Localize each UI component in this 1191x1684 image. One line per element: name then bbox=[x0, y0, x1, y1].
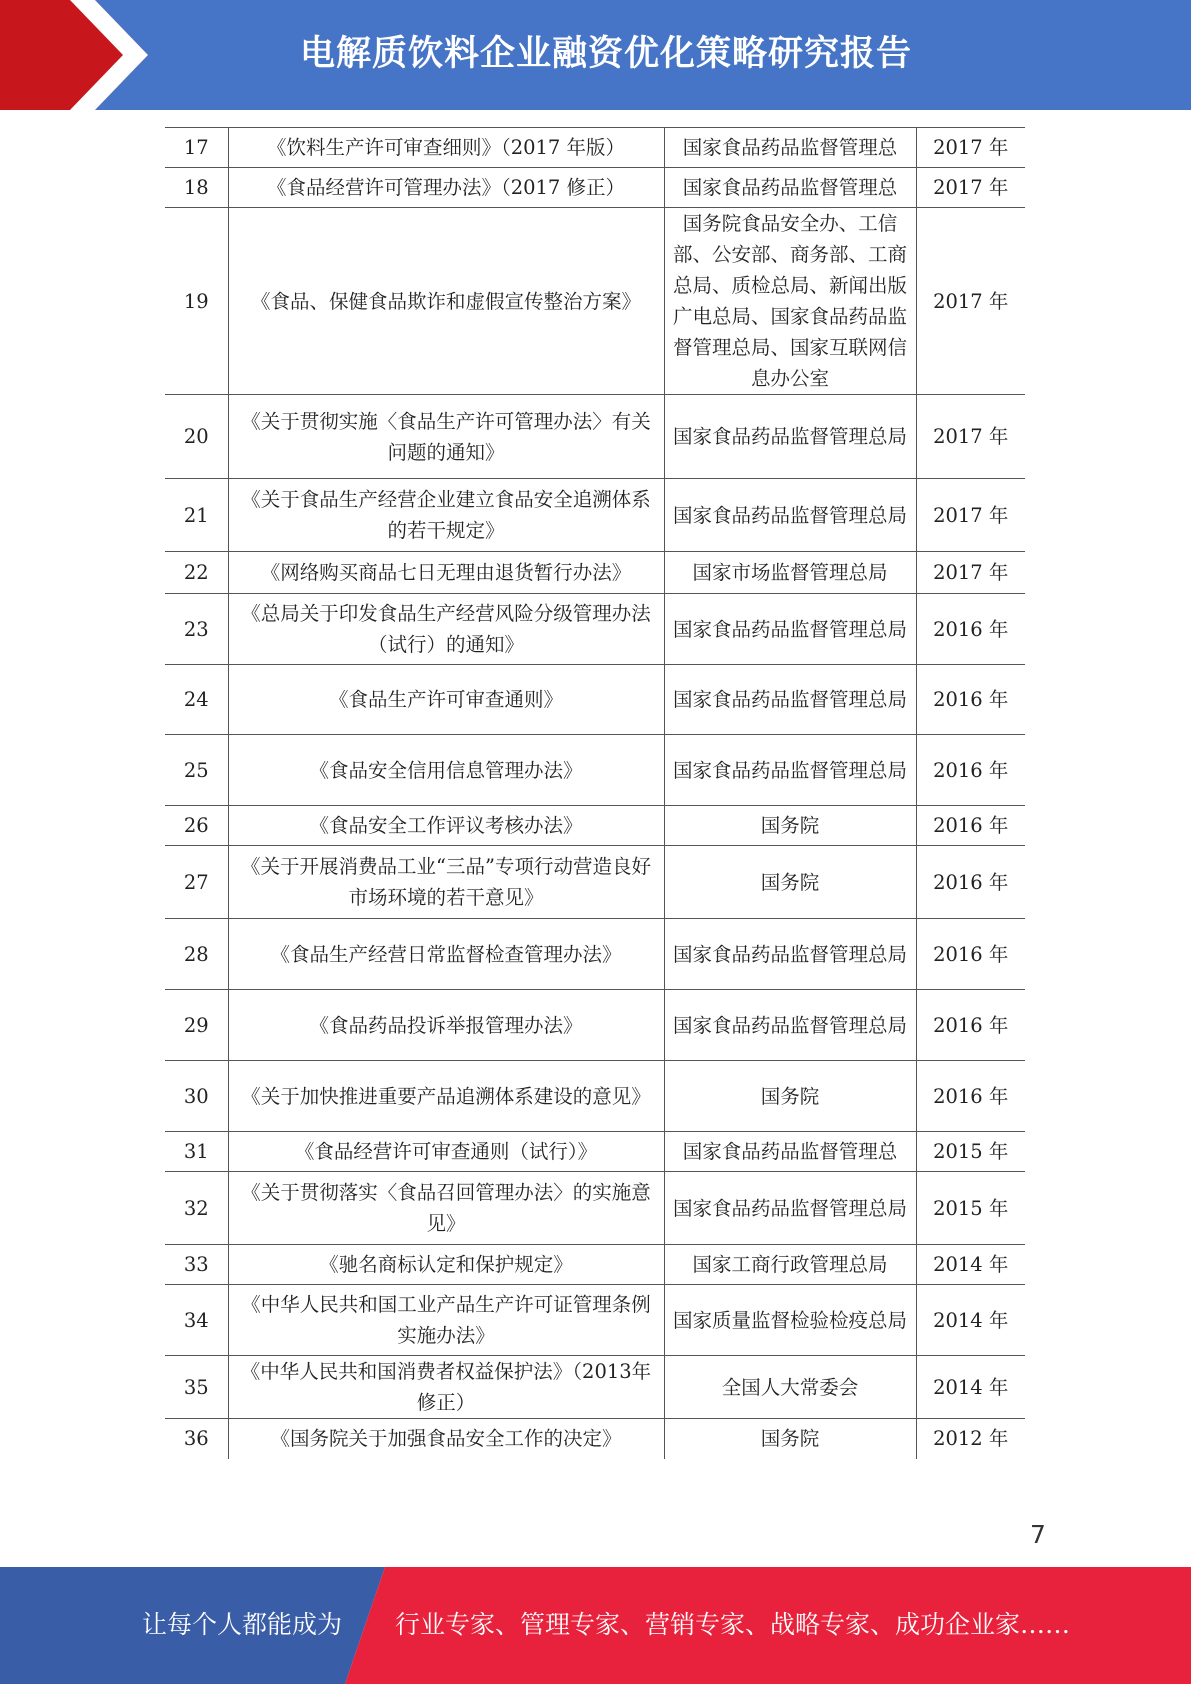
issuing-authority-cell: 国家食品药品监督管理总局 bbox=[664, 665, 916, 735]
year-cell: 2017 年 bbox=[916, 128, 1025, 168]
regulation-name-cell: 《食品生产经营日常监督检查管理办法》 bbox=[228, 919, 664, 990]
year-cell: 2016 年 bbox=[916, 990, 1025, 1061]
table-row bbox=[165, 919, 1025, 990]
issuing-authority-cell: 全国人大常委会 bbox=[664, 1356, 916, 1419]
row-number-cell: 22 bbox=[165, 552, 228, 594]
issuing-authority-cell: 国家食品药品监督管理总局 bbox=[664, 735, 916, 806]
regulation-name-cell: 《食品经营许可审查通则（试行）》 bbox=[228, 1132, 664, 1172]
year-cell: 2012 年 bbox=[916, 1419, 1025, 1459]
year-cell: 2017 年 bbox=[916, 552, 1025, 594]
page-number: 7 bbox=[1030, 1520, 1046, 1549]
footer-banner bbox=[0, 1567, 1191, 1684]
regulations-table bbox=[165, 127, 1025, 1459]
footer-slogan-right: 行业专家、管理专家、营销专家、战略专家、成功企业家…… bbox=[395, 1610, 1071, 1639]
report-title: 电解质饮料企业融资优化策略研究报告 bbox=[300, 34, 913, 74]
regulation-name-cell: 《饮料生产许可审查细则》（2017 年版） bbox=[228, 128, 664, 168]
year-cell: 2015 年 bbox=[916, 1132, 1025, 1172]
row-number-cell: 31 bbox=[165, 1132, 228, 1172]
regulation-name-cell: 《食品安全信用信息管理办法》 bbox=[228, 735, 664, 806]
regulations-table-wrapper bbox=[165, 127, 1025, 1459]
year-cell: 2014 年 bbox=[916, 1285, 1025, 1356]
row-number-cell: 29 bbox=[165, 990, 228, 1061]
year-cell: 2016 年 bbox=[916, 594, 1025, 665]
row-number-cell: 18 bbox=[165, 168, 228, 208]
issuing-authority-cell: 国务院 bbox=[664, 846, 916, 919]
issuing-authority-cell: 国家市场监督管理总局 bbox=[664, 552, 916, 594]
table-row bbox=[165, 1356, 1025, 1419]
issuing-authority-cell: 国家食品药品监督管理总局 bbox=[664, 594, 916, 665]
year-cell: 2017 年 bbox=[916, 395, 1025, 479]
row-number-cell: 21 bbox=[165, 479, 228, 552]
year-cell: 2016 年 bbox=[916, 1061, 1025, 1132]
table-row bbox=[165, 735, 1025, 806]
regulation-name-cell: 《关于食品生产经营企业建立食品安全追溯体系的若干规定》 bbox=[228, 479, 664, 552]
issuing-authority-cell: 国家食品药品监督管理总 bbox=[664, 168, 916, 208]
issuing-authority-cell: 国家质量监督检验检疫总局 bbox=[664, 1285, 916, 1356]
year-cell: 2017 年 bbox=[916, 208, 1025, 395]
row-number-cell: 25 bbox=[165, 735, 228, 806]
issuing-authority-cell: 国务院 bbox=[664, 1061, 916, 1132]
row-number-cell: 34 bbox=[165, 1285, 228, 1356]
row-number-cell: 33 bbox=[165, 1245, 228, 1285]
table-row bbox=[165, 990, 1025, 1061]
issuing-authority-cell: 国家工商行政管理总局 bbox=[664, 1245, 916, 1285]
regulations-table-body bbox=[165, 128, 1025, 1459]
table-row bbox=[165, 665, 1025, 735]
year-cell: 2016 年 bbox=[916, 665, 1025, 735]
row-number-cell: 27 bbox=[165, 846, 228, 919]
table-row bbox=[165, 806, 1025, 846]
year-cell: 2016 年 bbox=[916, 919, 1025, 990]
table-row bbox=[165, 128, 1025, 168]
issuing-authority-cell: 国家食品药品监督管理总 bbox=[664, 128, 916, 168]
table-row bbox=[165, 1419, 1025, 1459]
table-row bbox=[165, 1245, 1025, 1285]
footer-slogan-left: 让每个人都能成为 bbox=[142, 1610, 343, 1639]
row-number-cell: 20 bbox=[165, 395, 228, 479]
row-number-cell: 36 bbox=[165, 1419, 228, 1459]
regulation-name-cell: 《食品药品投诉举报管理办法》 bbox=[228, 990, 664, 1061]
table-row bbox=[165, 168, 1025, 208]
row-number-cell: 23 bbox=[165, 594, 228, 665]
issuing-authority-cell: 国家食品药品监督管理总局 bbox=[664, 395, 916, 479]
regulation-name-cell: 《网络购买商品七日无理由退货暂行办法》 bbox=[228, 552, 664, 594]
issuing-authority-cell: 国家食品药品监督管理总局 bbox=[664, 1172, 916, 1245]
table-row bbox=[165, 552, 1025, 594]
regulation-name-cell: 《食品生产许可审查通则》 bbox=[228, 665, 664, 735]
row-number-cell: 26 bbox=[165, 806, 228, 846]
regulation-name-cell: 《关于开展消费品工业“三品”专项行动营造良好市场环境的若干意见》 bbox=[228, 846, 664, 919]
year-cell: 2016 年 bbox=[916, 806, 1025, 846]
row-number-cell: 35 bbox=[165, 1356, 228, 1419]
issuing-authority-cell: 国家食品药品监督管理总局 bbox=[664, 919, 916, 990]
table-row bbox=[165, 1285, 1025, 1356]
regulation-name-cell: 《关于贯彻实施〈食品生产许可管理办法〉有关问题的通知》 bbox=[228, 395, 664, 479]
table-row bbox=[165, 395, 1025, 479]
year-cell: 2017 年 bbox=[916, 168, 1025, 208]
issuing-authority-cell: 国务院食品安全办、工信部、公安部、商务部、工商总局、质检总局、新闻出版广电总局、国家食品药品监督管理总局、国家互联网信息办公室 bbox=[664, 208, 916, 395]
table-row bbox=[165, 479, 1025, 552]
regulation-name-cell: 《驰名商标认定和保护规定》 bbox=[228, 1245, 664, 1285]
regulation-name-cell: 《国务院关于加强食品安全工作的决定》 bbox=[228, 1419, 664, 1459]
regulation-name-cell: 《中华人民共和国工业产品生产许可证管理条例实施办法》 bbox=[228, 1285, 664, 1356]
table-row bbox=[165, 1172, 1025, 1245]
year-cell: 2015 年 bbox=[916, 1172, 1025, 1245]
table-row bbox=[165, 1132, 1025, 1172]
table-row bbox=[165, 1061, 1025, 1132]
row-number-cell: 32 bbox=[165, 1172, 228, 1245]
row-number-cell: 24 bbox=[165, 665, 228, 735]
row-number-cell: 17 bbox=[165, 128, 228, 168]
issuing-authority-cell: 国家食品药品监督管理总局 bbox=[664, 479, 916, 552]
row-number-cell: 28 bbox=[165, 919, 228, 990]
issuing-authority-cell: 国家食品药品监督管理总局 bbox=[664, 990, 916, 1061]
table-row bbox=[165, 594, 1025, 665]
issuing-authority-cell: 国务院 bbox=[664, 806, 916, 846]
row-number-cell: 30 bbox=[165, 1061, 228, 1132]
header-banner bbox=[0, 0, 1191, 110]
table-row bbox=[165, 208, 1025, 395]
regulation-name-cell: 《关于加快推进重要产品追溯体系建设的意见》 bbox=[228, 1061, 664, 1132]
regulation-name-cell: 《中华人民共和国消费者权益保护法》（2013年修正） bbox=[228, 1356, 664, 1419]
regulation-name-cell: 《关于贯彻落实〈食品召回管理办法〉的实施意见》 bbox=[228, 1172, 664, 1245]
year-cell: 2017 年 bbox=[916, 479, 1025, 552]
regulation-name-cell: 《总局关于印发食品生产经营风险分级管理办法（试行）的通知》 bbox=[228, 594, 664, 665]
issuing-authority-cell: 国务院 bbox=[664, 1419, 916, 1459]
year-cell: 2014 年 bbox=[916, 1245, 1025, 1285]
regulation-name-cell: 《食品、保健食品欺诈和虚假宣传整治方案》 bbox=[228, 208, 664, 395]
year-cell: 2016 年 bbox=[916, 846, 1025, 919]
year-cell: 2016 年 bbox=[916, 735, 1025, 806]
issuing-authority-cell: 国家食品药品监督管理总 bbox=[664, 1132, 916, 1172]
row-number-cell: 19 bbox=[165, 208, 228, 395]
regulation-name-cell: 《食品安全工作评议考核办法》 bbox=[228, 806, 664, 846]
table-row bbox=[165, 846, 1025, 919]
regulation-name-cell: 《食品经营许可管理办法》（2017 修正） bbox=[228, 168, 664, 208]
year-cell: 2014 年 bbox=[916, 1356, 1025, 1419]
